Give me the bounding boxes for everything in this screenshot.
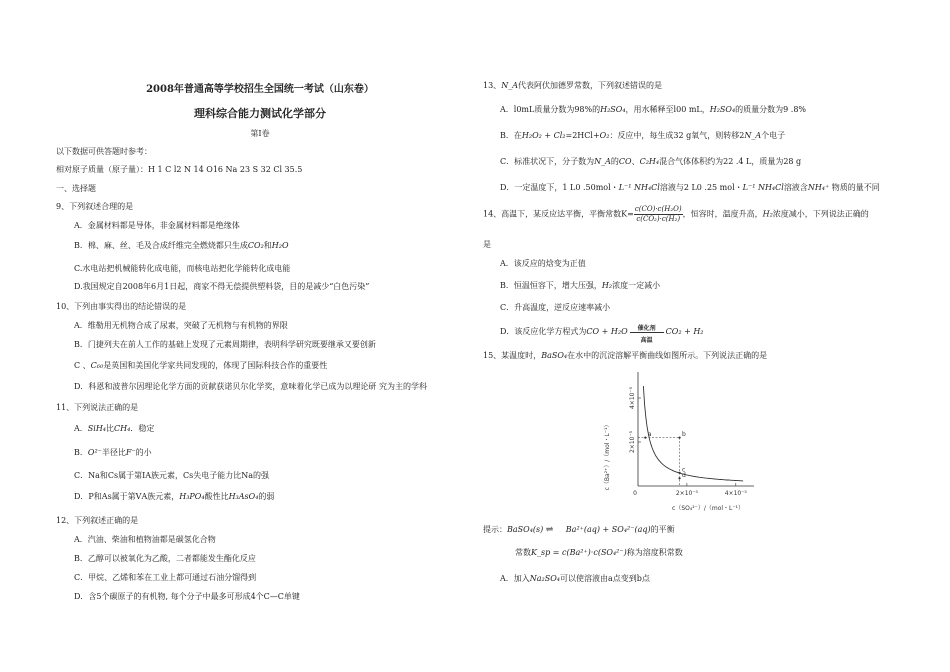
q12-option-d: D．含5个碳原子的有机物, 每个分子中最多可形成4个C—C单键 bbox=[74, 592, 300, 601]
q9-b-formula1: CO₂ bbox=[247, 241, 264, 250]
q14-stem-text1: 14、高温下，某反应达平衡，平衡常数K= bbox=[483, 209, 634, 219]
q10-option-a: A．维勒用无机物合成了尿素，突破了无机物与有机物的界限 bbox=[74, 321, 288, 330]
q13-c-text3: 混合气体体积约为22 .4 L，质量为28 g bbox=[659, 157, 802, 166]
q10-c-formula: C₆₀ bbox=[90, 361, 104, 370]
q13-b-text1: B．在 bbox=[500, 131, 522, 140]
q14-b-text2: 浓度一定减小 bbox=[612, 281, 661, 290]
q13-stem bbox=[483, 80, 662, 91]
q11-option-a bbox=[74, 423, 154, 434]
q13-b-text3: 反应中，每生成32 g氧气，则转移2 bbox=[617, 131, 745, 140]
chart-point-label-c: c bbox=[682, 466, 686, 474]
q11-a-formula2: CH₄ bbox=[114, 424, 131, 433]
q14-option-c: C．升高温度，逆反应速率减小 bbox=[500, 303, 611, 312]
q13-a-text1: A．l0mL质量分数为98%的 bbox=[500, 105, 601, 114]
q13-d-text2: 溶液与2 L0 .25 mol・ bbox=[659, 183, 743, 192]
q11-b-text: 的小 bbox=[135, 448, 152, 457]
q13-option-a bbox=[500, 104, 806, 115]
q15-hint-products: Ba²⁺(aq) + SO₄²⁻(aq) bbox=[565, 525, 651, 534]
q9-b-text: B．棉、麻、丝、毛及合成纤维完全燃烧都只生成 bbox=[74, 241, 248, 250]
q14-b-text1: B．恒温恒容下，增大压强， bbox=[500, 281, 602, 290]
arrow-condition-bottom: 高温 bbox=[640, 337, 653, 344]
q15-hint bbox=[483, 524, 675, 535]
chart-x-tick-label: 4×10⁻⁵ bbox=[724, 490, 747, 497]
q14-option-b bbox=[500, 280, 660, 291]
q13-na-symbol: N_A bbox=[501, 81, 518, 90]
q11-d-label: D．P和As属于第ⅤA族元素， bbox=[74, 492, 180, 501]
q15-hint-label: 提示： bbox=[483, 525, 507, 534]
q11-option-c: C．Na和Cs属于第ⅠA族元素，Cs失电子能力比Na的强 bbox=[74, 471, 270, 480]
q15-a-formula: Na₂SO₄ bbox=[529, 574, 561, 583]
chart-layer bbox=[629, 372, 754, 497]
q13-option-d bbox=[500, 182, 880, 193]
q15-ksp-text: 称为溶度积常数 bbox=[626, 548, 683, 557]
q15-ksp-definition bbox=[515, 547, 683, 558]
exam-subtitle: 理科综合能力测试化学部分 bbox=[194, 107, 326, 120]
q11-option-d bbox=[74, 491, 274, 502]
chart-point-label-b: b bbox=[682, 431, 686, 439]
volume-label: 第Ⅰ卷 bbox=[250, 129, 270, 138]
q11-d-text: 的弱 bbox=[258, 492, 275, 501]
q13-d-text1: D．一定温度下，1 L0 .50mol・ bbox=[500, 183, 619, 192]
q15-ksp-formula: K_sp = c(Ba²⁺)·c(SO₄²⁻) bbox=[531, 548, 627, 557]
q11-a-formula1: SiH₄ bbox=[87, 424, 107, 433]
q15-a-text1: A．加入 bbox=[500, 574, 530, 583]
q10-option-c bbox=[74, 360, 327, 371]
q12-option-c: C．甲烷、乙烯和苯在工业上都可通过石油分馏得到 bbox=[74, 573, 257, 582]
q13-b-na: N_A bbox=[744, 131, 762, 140]
q14-b-formula: H₂ bbox=[601, 281, 613, 290]
q14-stem-wrap: 是 bbox=[483, 240, 491, 249]
q13-a-text3: 的质量分数为9 .8% bbox=[735, 105, 807, 114]
q13-option-c bbox=[500, 156, 801, 167]
q11-b-label: B． bbox=[74, 448, 88, 457]
q13-b-text2: =2HCl+ bbox=[565, 131, 600, 140]
section-heading: 一、选择题 bbox=[56, 184, 96, 193]
q14-d-reactants: CO + H₂O bbox=[586, 327, 628, 336]
q9-stem: 9、下列叙述合理的是 bbox=[56, 202, 134, 211]
chart-point-b bbox=[678, 437, 680, 439]
q9-b-formula2: H₂O bbox=[271, 241, 289, 250]
k-denominator: c(CO₂)·c(H₂) bbox=[636, 215, 681, 223]
q11-d-mid: 酸性比 bbox=[204, 492, 229, 501]
q10-c-text: 是英国和美国化学家共同发现的，体现了国际科技合作的重要性 bbox=[103, 361, 328, 370]
q11-a-mid: 比 bbox=[106, 424, 115, 433]
q13-b-formula2: O₂ bbox=[599, 131, 610, 140]
q13-d-formula2: L⁻¹ NH₄Cl bbox=[742, 183, 784, 192]
q9-b-and: 和 bbox=[263, 241, 272, 250]
q12-stem: 12、下列叙述正确的是 bbox=[56, 516, 139, 525]
exam-title: 2008年普通高等学校招生全国统一考试（山东卷） bbox=[146, 84, 374, 95]
q10-option-b: B．门捷列夫在前人工作的基础上发现了元素周期律，表明科学研究既要继承又要创新 bbox=[74, 340, 376, 349]
q10-stem: 10、下列由事实得出的结论错误的是 bbox=[56, 302, 187, 311]
q15-hint-text: 的平衡 bbox=[650, 525, 675, 534]
reaction-arrow bbox=[628, 325, 666, 344]
q13-d-text3: 溶液含 bbox=[783, 183, 808, 192]
q15-stem-formula: BaSO₄ bbox=[541, 351, 568, 360]
chart-curve bbox=[643, 386, 743, 481]
q13-c-formula1: CO bbox=[618, 157, 632, 166]
q14-d-text1: D．该反应化学方程式为 bbox=[500, 327, 587, 336]
q13-number: 13、 bbox=[483, 81, 502, 90]
chart-point-d bbox=[678, 477, 680, 479]
q9-option-c: C.水电站把机械能转化成电能，而核电站把化学能转化成电能 bbox=[74, 264, 291, 273]
arrow-condition-top: 催化剂 bbox=[637, 325, 656, 332]
q13-b-text4: 个电子 bbox=[761, 131, 786, 140]
q13-option-b: B．在H₂O₂ + Cl₂=2HCl+O₂：反应中，每生成32 g氧气，则转移2N_A个电子 bbox=[500, 131, 786, 140]
chart-point-label-d: d bbox=[682, 471, 686, 479]
q9-option-d: D.我国规定自2008年6月1日起，商家不得无偿提供塑料袋，目的是减少“白色污染” bbox=[74, 282, 370, 291]
chart-y-tick-label: 2×10⁻⁵ bbox=[629, 430, 636, 454]
q12-option-b: B．乙醇可以被氧化为乙酸，二者都能发生酯化反应 bbox=[74, 554, 256, 563]
chart-x-tick-label: 0 bbox=[633, 490, 637, 497]
q15-hint-reactant: BaSO₄(s) bbox=[507, 525, 544, 534]
q14-stem-text2: ，恒容时，温度升高， bbox=[682, 209, 763, 219]
q14-stem bbox=[483, 205, 869, 224]
k-numerator: c(CO)·c(H₂O) bbox=[634, 205, 682, 213]
q13-stem-text: 代表阿伏加德罗常数，下列叙述错误的是 bbox=[517, 81, 662, 90]
q14-d-products: CO₂ + H₂ bbox=[665, 327, 704, 336]
chart-x-tick-label: 2×10⁻⁵ bbox=[675, 490, 698, 497]
q14-option-d bbox=[500, 325, 704, 344]
q13-a-formula1: H₂SO₄ bbox=[600, 105, 626, 114]
q14-option-a: A．该反应的焓变为正值 bbox=[500, 259, 586, 268]
q11-b-mid: 半径比 bbox=[101, 448, 126, 457]
q13-c-formula2: C₂H₄ bbox=[639, 157, 660, 166]
q14-stem-formula: H₂ bbox=[762, 209, 773, 219]
chart-x-axis-label: c（SO₄²⁻）/（mol・L⁻¹） bbox=[672, 505, 744, 512]
q11-d-formula2: H₃AsO₄ bbox=[228, 492, 259, 501]
q13-a-formula2: H₂SO₄ bbox=[709, 105, 736, 114]
q15-stem bbox=[483, 350, 767, 361]
chart-y-tick-label: 4×10⁻⁵ bbox=[629, 386, 636, 410]
q12-option-a: A．汽油、柴油和植物油都是碳氢化合物 bbox=[74, 535, 216, 544]
q9-option-a: A．金属材料都是导体，非金属材料都是绝缘体 bbox=[74, 221, 240, 230]
q15-a-text2: 可以使溶液由a点变到b点 bbox=[560, 574, 650, 583]
q15-stem-text2: 在水中的沉淀溶解平衡曲线如图所示。下列说法正确的是 bbox=[567, 351, 768, 360]
q13-a-text2: ，用水稀释至l00 mL， bbox=[625, 105, 710, 114]
q15-stem-text1: 15、某温度时， bbox=[483, 351, 542, 360]
equilibrium-constant-fraction bbox=[634, 205, 683, 224]
q14-stem-text3: 浓度减小，下列说法正确的 bbox=[772, 209, 869, 219]
atomic-mass-line: 相对原子质量（原子量）：H 1 C l2 N 14 O16 Na 23 S 32 Cl 35.5 bbox=[56, 165, 303, 174]
q9-option-b bbox=[74, 240, 289, 251]
q13-d-formula3: NH₄⁺ bbox=[807, 183, 830, 192]
q10-c-label: C 、 bbox=[74, 361, 91, 370]
q13-c-text2: 的 bbox=[610, 157, 619, 166]
q11-b-formula2: F⁻ bbox=[125, 448, 136, 457]
q11-a-label: A． bbox=[74, 424, 88, 433]
chart-point-c bbox=[678, 472, 680, 474]
q13-d-formula1: L⁻¹ NH₄Cl bbox=[618, 183, 660, 192]
chart-point-a bbox=[644, 437, 646, 439]
q13-c-na: N_A bbox=[594, 157, 611, 166]
reference-intro: 以下数据可供答题时参考： bbox=[56, 147, 152, 156]
arrow-bar bbox=[630, 332, 664, 333]
q13-c-sep: 、 bbox=[631, 157, 640, 166]
solubility-equilibrium-chart bbox=[596, 368, 776, 518]
chart-point-label-a: a bbox=[647, 431, 652, 439]
q13-b-formula1: H₂O₂ + Cl₂ bbox=[521, 131, 566, 140]
q13-d-text4: 物质的量不同 bbox=[829, 183, 880, 192]
q11-a-text: ．稳定 bbox=[130, 424, 155, 433]
q11-d-formula1: H₃PO₄ bbox=[179, 492, 205, 501]
q11-b-formula1: O²⁻ bbox=[87, 448, 102, 457]
q15-ksp-label: 常数 bbox=[515, 548, 531, 557]
q15-option-a bbox=[500, 573, 650, 584]
chart-y-axis-label: c（Ba²⁺）/（mol・L⁻¹） bbox=[604, 421, 611, 491]
equilibrium-arrow-icon: ⇌ bbox=[545, 525, 554, 535]
q10-option-d: D．科恩和波普尔因理论化学方面的贡献获诺贝尔化学奖，意味着化学已成为以理论研 究为主的学科 bbox=[74, 382, 427, 391]
q11-stem: 11、下列说法正确的是 bbox=[56, 403, 139, 412]
q11-option-b bbox=[74, 447, 152, 458]
q13-c-text1: C．标准状况下，分子数为 bbox=[500, 157, 595, 166]
